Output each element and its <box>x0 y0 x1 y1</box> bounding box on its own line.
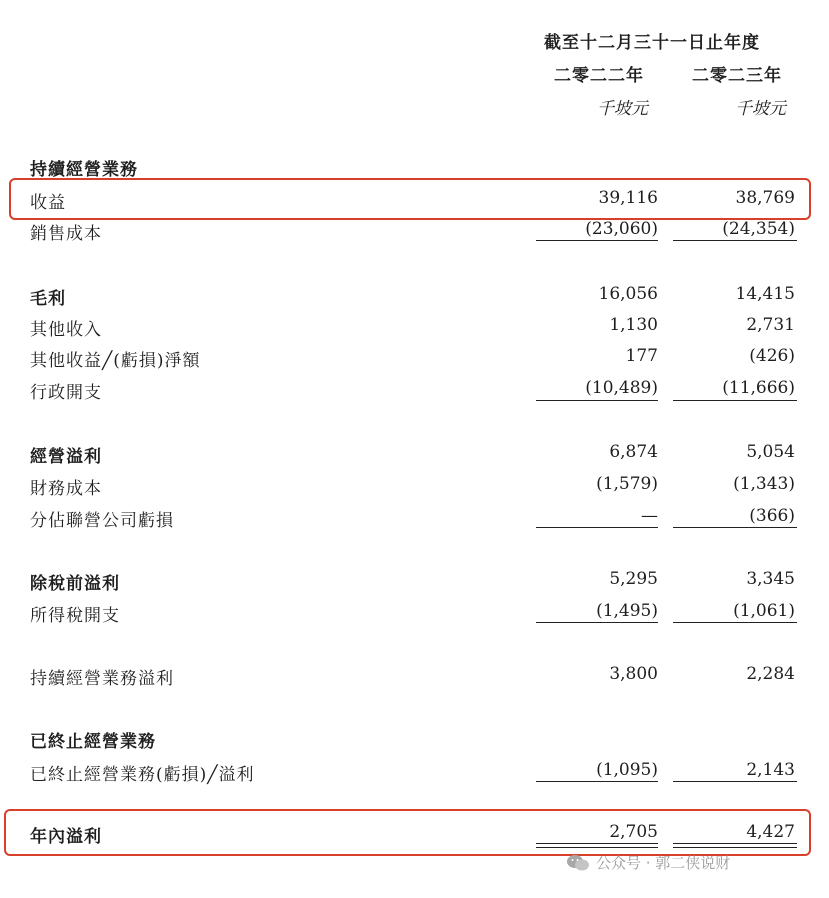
other-income-2023: 2,731 <box>746 315 795 335</box>
row-label-admin-expenses: 行政開支 <box>30 383 102 403</box>
profit-continuing-2022: 3,800 <box>609 664 658 684</box>
subtotal-rule <box>673 781 797 782</box>
profit-for-year-2022: 2,705 <box>609 822 658 842</box>
profit-for-year-2023: 4,427 <box>746 822 795 842</box>
subtotal-rule <box>536 622 658 623</box>
highlight-box-profit-for-year <box>4 809 811 856</box>
row-label-other-income: 其他收入 <box>30 320 102 340</box>
section-discontinued-operations: 已終止經營業務 <box>30 732 156 752</box>
other-income-2022: 1,130 <box>609 315 658 335</box>
subtotal-rule <box>673 400 797 401</box>
gross-profit-2022: 16,056 <box>598 284 658 304</box>
row-label-gross-profit: 毛利 <box>30 289 66 309</box>
unit-2022: 千坡元 <box>597 99 648 119</box>
cost-of-sales-2023: (24,354) <box>722 219 795 239</box>
subtotal-rule <box>673 240 797 241</box>
subtotal-rule <box>536 527 658 528</box>
associate-losses-2023: (366) <box>749 506 795 526</box>
watermark <box>566 852 730 873</box>
subtotal-rule <box>536 400 658 401</box>
revenue-2023: 38,769 <box>735 188 795 208</box>
operating-profit-2023: 5,054 <box>746 442 795 462</box>
other-gains-2022: 177 <box>625 346 658 366</box>
row-label-profit-for-year: 年內溢利 <box>30 827 102 847</box>
profit-before-tax-2022: 5,295 <box>609 569 658 589</box>
subtotal-rule <box>673 527 797 528</box>
row-label-cost-of-sales: 銷售成本 <box>30 224 102 244</box>
unit-2023: 千坡元 <box>735 99 786 119</box>
income-tax-2022: (1,495) <box>596 601 658 621</box>
profit-continuing-2023: 2,284 <box>746 664 795 684</box>
subtotal-rule <box>536 781 658 782</box>
row-label-other-gains-losses: 其他收益╱(虧損)淨額 <box>30 351 201 371</box>
associate-losses-2022: — <box>641 506 658 526</box>
finance-costs-2022: (1,579) <box>596 474 658 494</box>
admin-expenses-2023: (11,666) <box>722 378 795 398</box>
subtotal-rule <box>536 240 658 241</box>
row-label-finance-costs: 財務成本 <box>30 479 102 499</box>
row-label-profit-before-tax: 除稅前溢利 <box>30 574 120 594</box>
cost-of-sales-2022: (23,060) <box>585 219 658 239</box>
row-label-profit-continuing: 持續經營業務溢利 <box>30 669 174 689</box>
other-gains-2023: (426) <box>749 346 795 366</box>
row-label-income-tax: 所得稅開支 <box>30 606 120 626</box>
section-continuing-operations: 持續經營業務 <box>30 160 138 180</box>
admin-expenses-2022: (10,489) <box>585 378 658 398</box>
profit-before-tax-2023: 3,345 <box>746 569 795 589</box>
year-2022-header: 二零二二年 <box>554 66 644 86</box>
year-2023-header: 二零二三年 <box>692 66 782 86</box>
row-label-revenue: 收益 <box>30 193 66 213</box>
wechat-icon <box>566 854 590 872</box>
row-label-share-of-associate-losses: 分佔聯營公司虧損 <box>30 511 174 531</box>
operating-profit-2022: 6,874 <box>609 442 658 462</box>
subtotal-rule <box>673 622 797 623</box>
period-header: 截至十二月三十一日止年度 <box>544 33 760 53</box>
highlight-box-revenue <box>9 178 811 220</box>
row-label-operating-profit: 經營溢利 <box>30 447 102 467</box>
watermark-text: 公众号 · 郭二侠说财 <box>596 854 731 872</box>
finance-costs-2023: (1,343) <box>733 474 795 494</box>
revenue-2022: 39,116 <box>598 188 658 208</box>
discontinued-result-2023: 2,143 <box>746 760 795 780</box>
row-label-discontinued-result: 已終止經營業務(虧損)╱溢利 <box>30 765 255 785</box>
discontinued-result-2022: (1,095) <box>596 760 658 780</box>
income-tax-2023: (1,061) <box>733 601 795 621</box>
gross-profit-2023: 14,415 <box>735 284 795 304</box>
